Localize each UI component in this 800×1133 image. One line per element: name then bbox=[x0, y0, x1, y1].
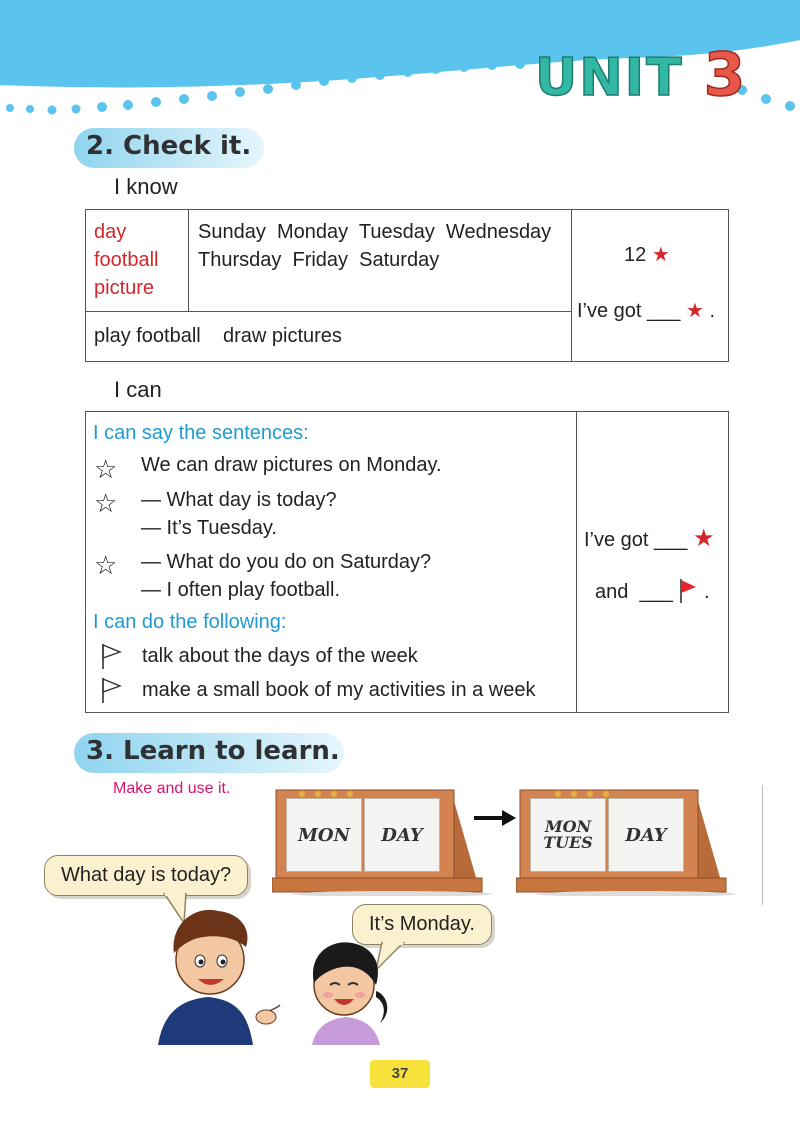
speech-bubble-boy bbox=[44, 855, 248, 896]
calendar-mon-day bbox=[272, 786, 492, 896]
bubble-text: What day is today? bbox=[61, 864, 232, 886]
red-star-icon: ★ bbox=[685, 300, 704, 322]
calendar-card-right: DAY bbox=[608, 798, 684, 872]
vocab-word: day bbox=[94, 221, 127, 243]
flip-page-top: MON bbox=[544, 817, 592, 836]
activity-line: talk about the days of the week bbox=[142, 645, 418, 667]
can-list-cell bbox=[86, 412, 577, 713]
unit-title bbox=[535, 40, 747, 110]
section2-title: 2. Check it. bbox=[86, 131, 252, 161]
calendar-card-right: DAY bbox=[364, 798, 440, 872]
calendar-card-left bbox=[530, 798, 606, 872]
answer-blank[interactable]: ___ bbox=[633, 581, 673, 603]
days-line: Thursday Friday Saturday bbox=[198, 249, 440, 271]
got-text: I’ve got bbox=[577, 300, 642, 322]
sentence-line: — What do you do on Saturday? bbox=[141, 551, 432, 573]
vocab-word: football bbox=[94, 249, 159, 271]
answer-blank[interactable]: ___ bbox=[647, 300, 681, 322]
page-number: 37 bbox=[370, 1060, 430, 1088]
and-text: and bbox=[595, 581, 629, 603]
calendar-card-left: MON bbox=[286, 798, 362, 872]
got-row bbox=[584, 524, 715, 553]
bubble-text: It’s Monday. bbox=[369, 913, 475, 935]
sentence-line: — What day is today? bbox=[141, 489, 337, 511]
i-know-label: I know bbox=[114, 174, 178, 199]
i-can-label: I can bbox=[114, 377, 162, 402]
flag-outline-icon bbox=[100, 676, 122, 704]
divider bbox=[762, 785, 763, 905]
arrow-right-icon bbox=[472, 808, 516, 828]
days-line: Sunday Monday Tuesday Wednesday bbox=[198, 221, 552, 243]
unit-number: 3 bbox=[703, 40, 748, 110]
activity-line: make a small book of my activities in a week bbox=[142, 679, 536, 701]
sentence-line: — I often play football. bbox=[141, 579, 341, 601]
and-row: and ___ . bbox=[595, 578, 710, 604]
rewards-cell bbox=[577, 412, 729, 713]
girl-character-illustration bbox=[292, 935, 402, 1045]
days-cell bbox=[189, 210, 572, 312]
i-can-table bbox=[85, 411, 729, 713]
boy-character-illustration bbox=[148, 905, 288, 1045]
red-flag-icon bbox=[678, 578, 698, 604]
star-outline-icon: ☆ bbox=[94, 454, 118, 484]
section3-title: 3. Learn to learn. bbox=[86, 736, 340, 766]
i-know-table bbox=[85, 209, 729, 362]
star-outline-icon: ☆ bbox=[94, 488, 118, 518]
got-text: I’ve got bbox=[584, 529, 649, 551]
vocab-cell bbox=[86, 210, 189, 312]
star-count-row bbox=[624, 242, 670, 267]
star-outline-icon: ☆ bbox=[94, 550, 118, 580]
unit-word: UNIT bbox=[535, 48, 684, 108]
got-stars-row: I’ve got ___ ★ . bbox=[577, 300, 716, 322]
answer-blank[interactable]: ___ bbox=[654, 529, 688, 551]
say-heading: I can say the sentences: bbox=[93, 422, 309, 444]
flag-outline-icon bbox=[100, 642, 122, 670]
instruction-text: Make and use it. bbox=[113, 780, 231, 797]
sentence-line: We can draw pictures on Monday. bbox=[141, 454, 442, 476]
calendar-tues-day bbox=[516, 786, 736, 896]
red-star-icon: ★ bbox=[692, 525, 715, 552]
vocab-word: picture bbox=[94, 277, 155, 299]
stars-cell bbox=[572, 210, 729, 362]
do-heading: I can do the following: bbox=[93, 611, 287, 633]
red-star-icon: ★ bbox=[651, 244, 670, 266]
flip-page-under: TUES bbox=[543, 833, 593, 852]
phrases-cell: play football draw pictures bbox=[86, 312, 572, 362]
star-count: 12 bbox=[624, 244, 647, 266]
sentence-line: — It’s Tuesday. bbox=[141, 517, 277, 539]
